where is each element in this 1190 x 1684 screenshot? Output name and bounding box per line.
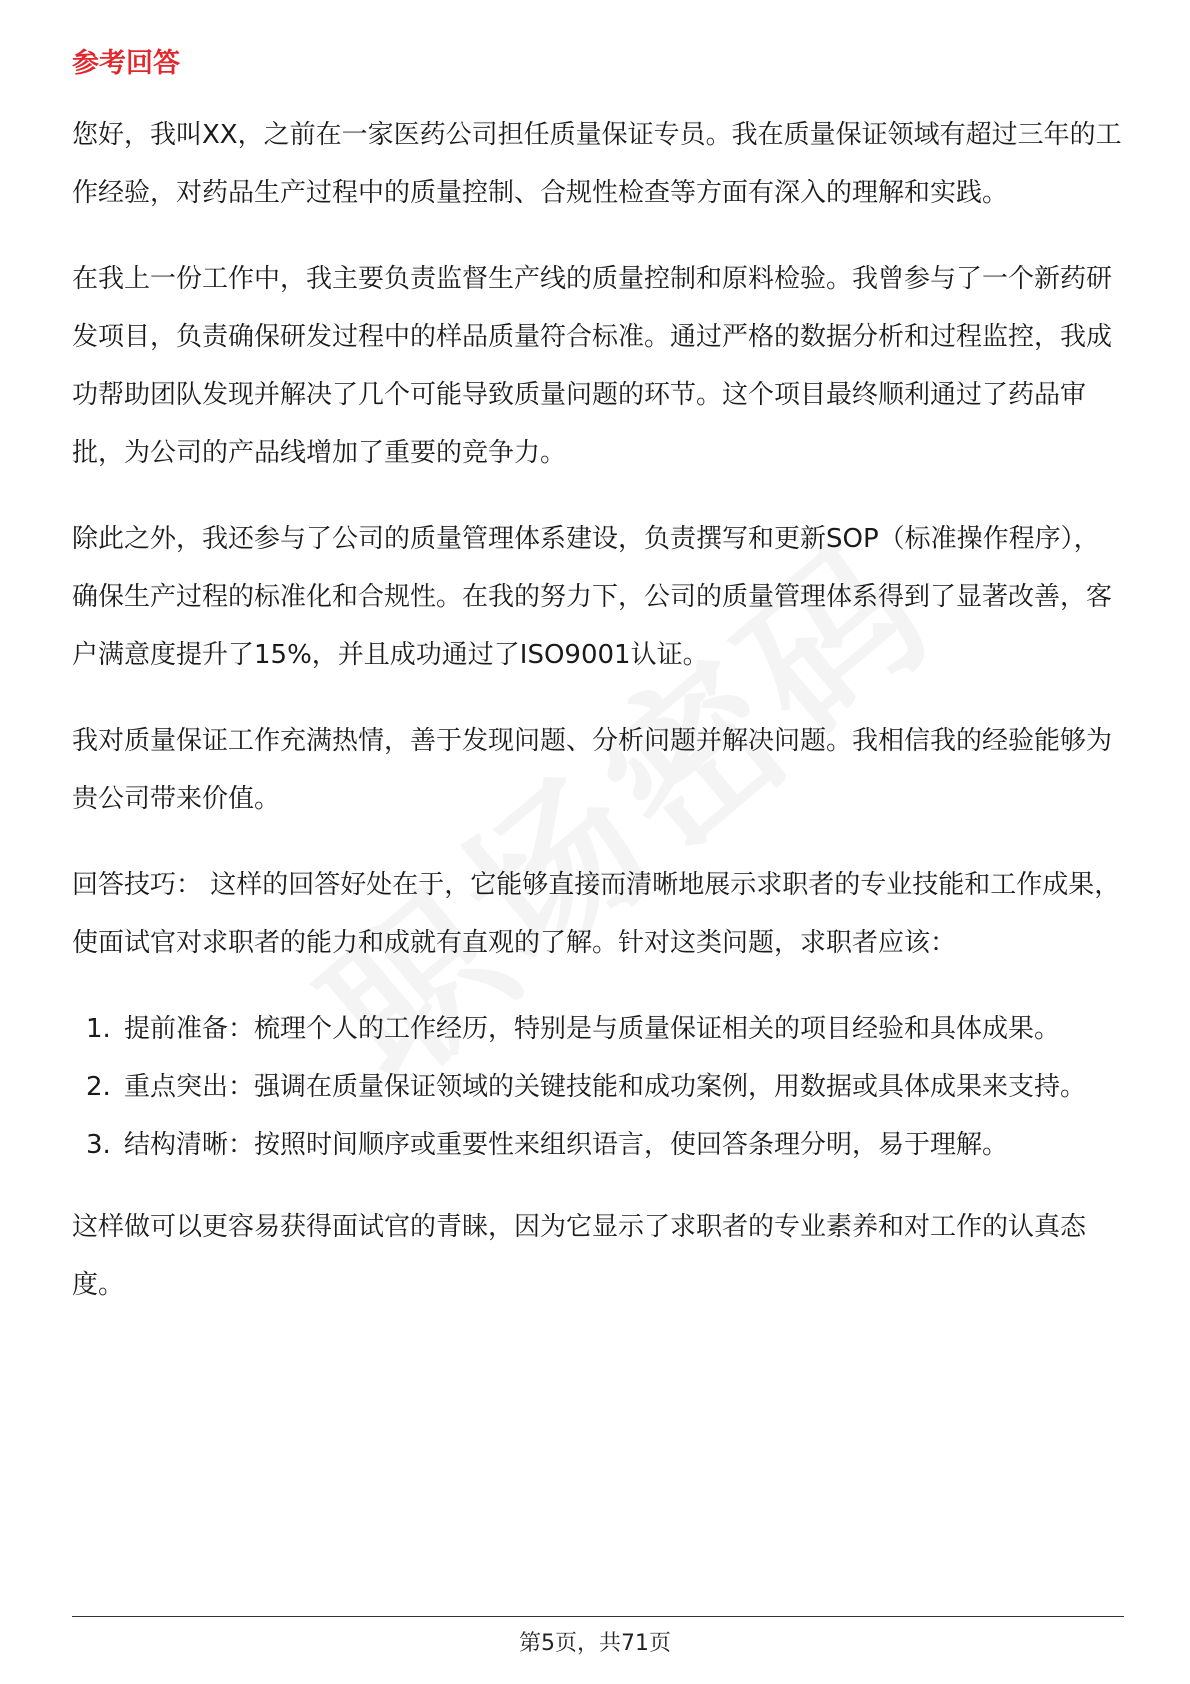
- list-item-text: 重点突出：强调在质量保证领域的关键技能和成功案例，用数据或具体成果来支持。: [124, 1072, 1087, 1102]
- section-title: 参考回答: [72, 48, 180, 79]
- paragraph-intro: 您好，我叫XX，之前在一家医药公司担任质量保证专员。我在质量保证领域有超过三年的工作经验，对药品生产过程中的质量控制、合规性检查等方面有深入的理解和实践。: [72, 120, 1122, 208]
- paragraph-tips-intro: 回答技巧： 这样的回答好处在于，它能够直接而清晰地展示求职者的专业技能和工作成果，使面试官对求职者的能力和成就有直观的了解。针对这类问题，求职者应该：: [72, 870, 1121, 958]
- tips-list: [72, 1000, 1122, 1174]
- list-item-number: 1.: [86, 1014, 111, 1044]
- list-item-text: 结构清晰：按照时间顺序或重要性来组织语言，使回答条理分明，易于理解。: [124, 1130, 1009, 1160]
- page-number: 第5页，共71页: [519, 1631, 671, 1656]
- list-item-text: 提前准备：梳理个人的工作经历，特别是与质量保证相关的项目经验和具体成果。: [124, 1014, 1061, 1044]
- list-item: [72, 1116, 1122, 1174]
- paragraph-qms: 除此之外，我还参与了公司的质量管理体系建设，负责撰写和更新SOP（标准操作程序），确保生产过程的标准化和合规性。在我的努力下，公司的质量管理体系得到了显著改善，客户满意度提升了15%，并且成功通过了ISO9001认证。: [72, 524, 1113, 670]
- footer-divider: [72, 1616, 1124, 1617]
- paragraph-experience: 在我上一份工作中，我主要负责监督生产线的质量控制和原料检验。我曾参与了一个新药研发项目，负责确保研发过程中的样品质量符合标准。通过严格的数据分析和过程监控，我成功帮助团队发现并解决了几个可能导致质量问题的环节。这个项目最终顺利通过了药品审批，为公司的产品线增加了重要的竞争力。: [72, 264, 1113, 468]
- list-item: [72, 1058, 1122, 1116]
- list-item-number: 3.: [86, 1130, 111, 1160]
- paragraph-closing: 这样做可以更容易获得面试官的青睐，因为它显示了求职者的专业素养和对工作的认真态度。: [72, 1212, 1087, 1300]
- list-item-number: 2.: [86, 1072, 111, 1102]
- list-item: [72, 1000, 1122, 1058]
- document-body: [72, 44, 1122, 1342]
- paragraph-passion: 我对质量保证工作充满热情，善于发现问题、分析问题并解决问题。我相信我的经验能够为贵公司带来价值。: [72, 726, 1113, 814]
